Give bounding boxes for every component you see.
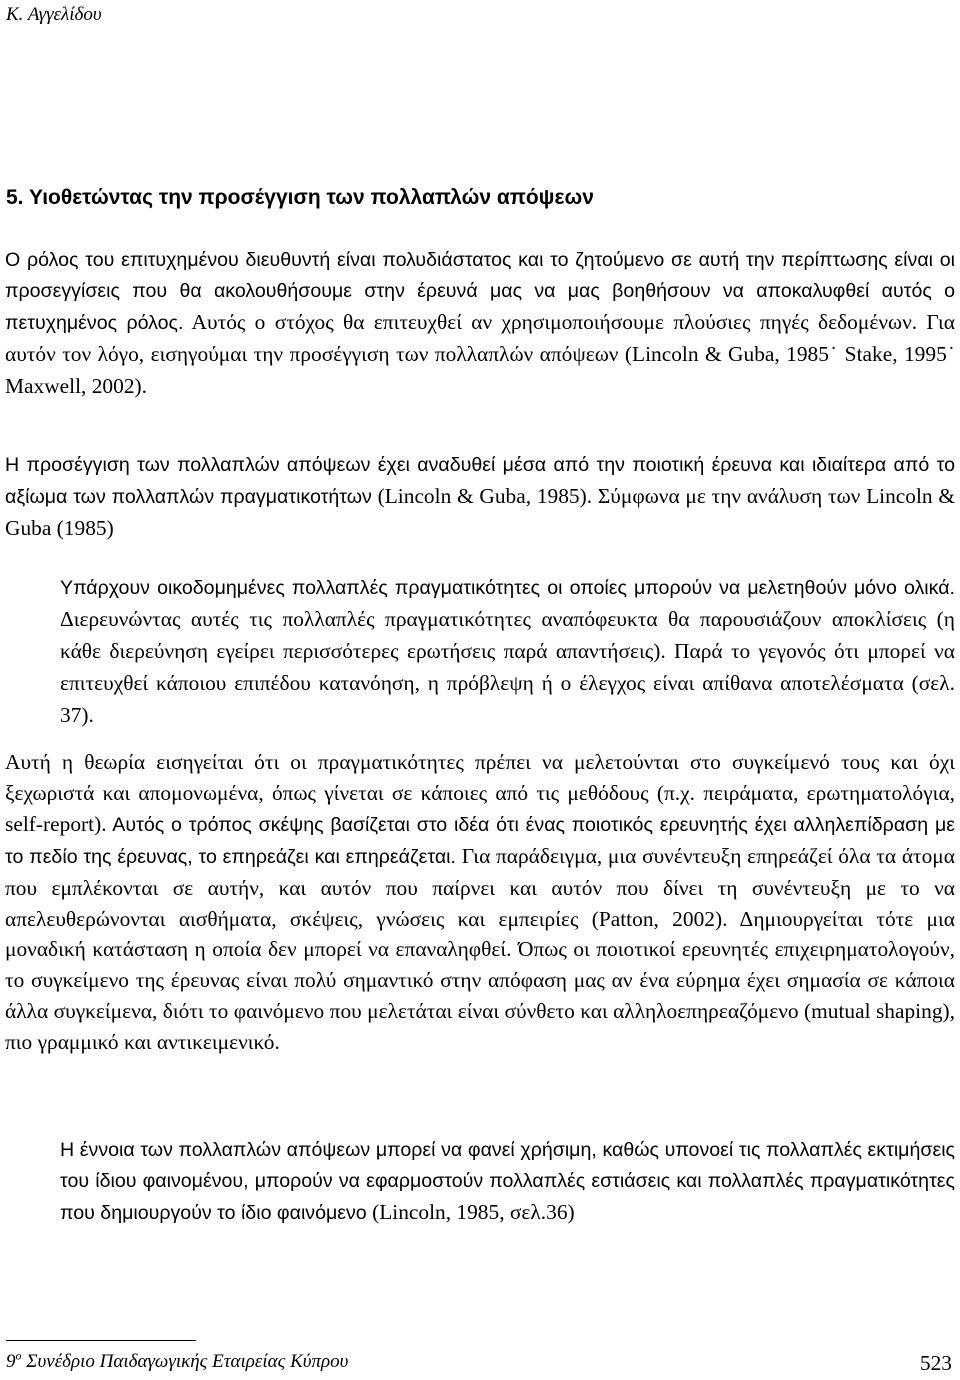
quote-sans-text: Υπάρχουν οικοδομημένες πολλαπλές πραγματικότητες οι οποίες μπορούν να μελετηθούν μόνο ολικά. xyxy=(60,577,955,599)
paragraph-1-serif-text: Αυτός ο στόχος θα επιτευχθεί αν χρησιμοποιήσουμε πλούσιες πηγές δεδομένων. Για αυτόν τον λόγο, εισηγούμαι την προσέγγιση των πολλαπλών απόψεων (Lincoln & Guba, 1985˙ Stake, 1995˙ Maxwell, 2002). xyxy=(5,309,955,398)
footer-conference-number: 9 xyxy=(6,1351,16,1372)
paragraph-multiple-perspectives-concept xyxy=(60,1135,955,1229)
footer-divider xyxy=(6,1340,196,1341)
quote-serif-text: Διερευνώντας αυτές τις πολλαπλές πραγματικότητες αναπόφευκτα θα παρουσιάζουν αποκλίσεις (η κάθε διερεύνηση εγείρει περισσότερες ερωτήσεις παρά απαντήσεις). Παρά το γεγονός ότι μπορεί να επιτευχθεί κάποιου επιπέδου κατανόηση, η πρόβλεψη ή ο έλεγχος είναι απίθανα αποτελέσματα (σελ. 37). xyxy=(60,606,955,727)
paragraph-3-serif-text-a: Αυτή η θεωρία εισηγείται ότι οι πραγματικότητες πρέπει να μελετούνται στο συγκείμενό τους και όχι ξεχωριστά και απομονωμένα, όπως γίνεται σε κάποιες από τις μεθόδους (π.χ. πειράματα, ερωτηματολόγια, self-report). xyxy=(5,750,955,836)
paragraph-context-theory xyxy=(5,747,955,1058)
paragraph-2-serif-text: (Lincoln & Guba, 1985). Σύμφωνα με την ανάλυση των Lincoln & Guba (1985) xyxy=(5,483,955,540)
paragraph-3-serif-text-b: Για παράδειγμα, μια συνέντευξη επηρεάζεί όλα τα άτομα που εμπλέκονται σε αυτήν, και αυτόν που παίρνει και αυτόν που δίνει τη συνέντευξη με το να απελευθερώνονται αισθήματα, σκέψεις, γνώσεις και εμπειρίες (Patton, 2002). Δημιουργείται τότε μια μοναδική κατάσταση η οποία δεν μπορεί να επαναληφθεί. Όπως οι ποιοτικοί ερευνητές επιχειρηματολογούν, το συγκείμενο της έρευνας είναι πολύ σημαντικό στην απόφαση μας αν ένα εύρημα έχει σημασία σε κάποια άλλα συγκείμενα, διότι το φαινόμενο που μελετάται είναι σύνθετο και αλληλοεπηρεαζόμενο (mutual shaping), πιο γραμμικό και αντικειμενικό. xyxy=(5,843,955,1055)
paragraph-3-sans-text: Αυτός ο τρόπος σκέψης βασίζεται στο ιδέα ότι ένας ποιοτικός ερευνητής έχει αλληλεπίδραση με το πεδίο της έρευνας, το επηρεάζει και επηρεάζεται. xyxy=(5,813,955,868)
paragraph-multiple-perspectives-intro xyxy=(5,245,955,403)
section-heading: 5. Υιοθετώντας την προσέγγιση των πολλαπλών απόψεων xyxy=(6,186,594,209)
page-number: 523 xyxy=(919,1351,952,1375)
paragraph-4-sans-text: Η έννοια των πολλαπλών απόψεων μπορεί να φανεί χρήσιμη, καθώς υπονοεί τις πολλαπλές εκτιμήσεις του ίδιου φαινομένου, μπορούν να εφαρμοστούν πολλαπλές εστιάσεις και πολλαπλές πραγματικότητες που δημιουργούν το ίδιο φαινόμενο xyxy=(60,1139,955,1224)
paragraph-4-serif-text: (Lincoln, 1985, σελ.36) xyxy=(366,1199,575,1224)
running-header-author: Κ. Αγγελίδου xyxy=(6,4,102,25)
footer-conference-ordinal: ο xyxy=(15,1348,22,1363)
paragraph-multiple-realities xyxy=(5,450,955,545)
paragraph-2-sans-text: Η προσέγγιση των πολλαπλών απόψεων έχει αναδυθεί μέσα από την ποιοτική έρευνα και ιδιαίτερα από το αξίωμα των πολλαπλών πραγματικοτήτων xyxy=(5,454,955,508)
paragraph-1-sans-text: Ο ρόλος του επιτυχημένου διευθυντή είναι πολυδιάστατος και το ζητούμενο σε αυτή την περίπτωσης είναι οι προσεγγίσεις που θα ακολουθήσουμε στην έρευνά μας να μας βοηθήσουν να αποκαλυφθεί αυτός ο πετυχημένος ρόλος. xyxy=(5,249,955,334)
footer-conference-title: Συνέδριο Παιδαγωγικής Εταιρείας Κύπρου xyxy=(21,1351,349,1372)
block-quote-lincoln-guba xyxy=(60,572,955,732)
footer-conference-name xyxy=(6,1350,348,1374)
